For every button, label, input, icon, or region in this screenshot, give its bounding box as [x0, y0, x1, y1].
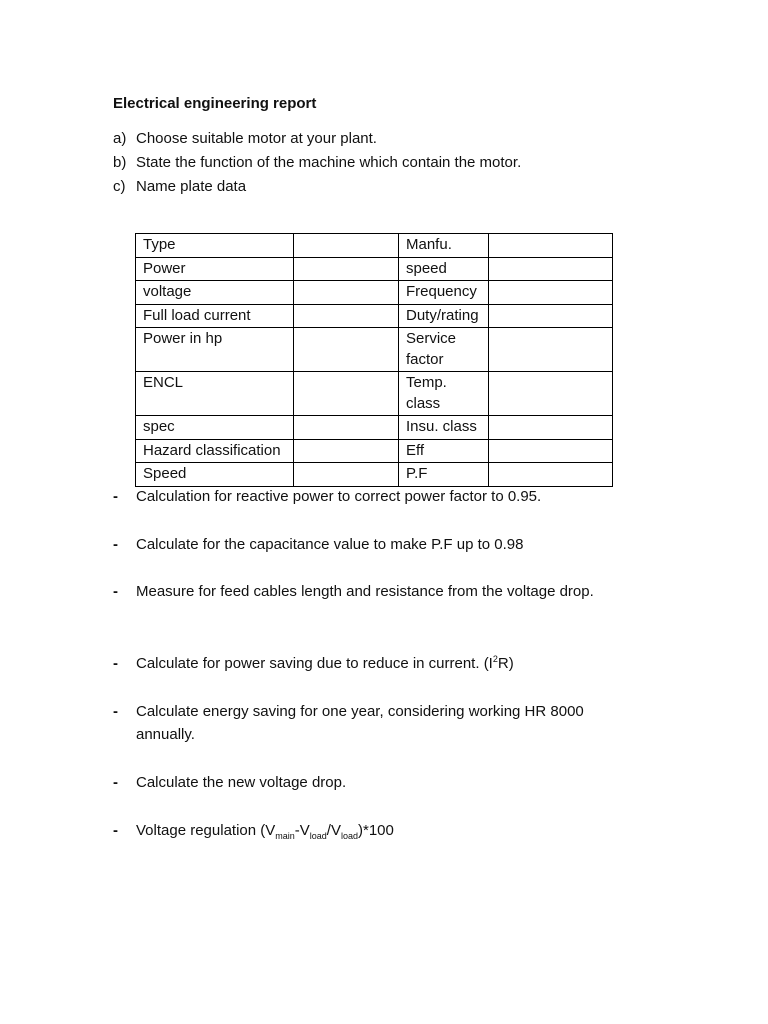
table-cell-value	[489, 372, 613, 416]
list-text: Name plate data	[136, 178, 247, 195]
list-marker: a)	[113, 130, 127, 147]
superscript: 2	[492, 654, 498, 664]
bullet-text: Calculate for the capacitance value to make P.F up to 0.98	[136, 536, 524, 553]
table-cell-value	[294, 439, 399, 463]
bullet-text-part: Voltage regulation (V	[136, 822, 276, 839]
table-row	[136, 372, 613, 416]
table-cell-label: Full load current	[136, 304, 294, 328]
table-cell-value	[294, 372, 399, 416]
table-cell-value	[489, 416, 613, 440]
table-cell-label: ENCL	[136, 372, 294, 416]
bullet-text-part: )*100	[358, 822, 394, 839]
table-cell-value	[294, 257, 399, 281]
table-cell-label: Power	[136, 257, 294, 281]
table-cell-value	[489, 304, 613, 328]
table-cell-label: speed	[399, 257, 489, 281]
bullet-power-saving	[113, 652, 673, 675]
table-cell-label: Hazard classification	[136, 439, 294, 463]
dash-marker: -	[113, 774, 118, 791]
table-row	[136, 257, 613, 281]
table-cell-label: Frequency	[399, 281, 489, 305]
name-plate-table	[135, 233, 613, 487]
list-text: Choose suitable motor at your plant.	[136, 130, 377, 147]
bullet-text: Calculate energy saving for one year, considering working HR 8000 annually.	[136, 703, 584, 743]
list-item-c	[113, 178, 246, 195]
bullet-text-part: -V	[294, 822, 310, 839]
table-cell-value	[294, 304, 399, 328]
table-cell-label: Eff	[399, 439, 489, 463]
table-cell-value	[489, 257, 613, 281]
bullet-text-part: R)	[497, 655, 514, 672]
list-marker: b)	[113, 154, 127, 171]
dash-marker: -	[113, 655, 118, 672]
table-row	[136, 416, 613, 440]
table-cell-value	[489, 328, 613, 372]
bullet-voltage-regulation	[113, 819, 673, 842]
bullet-text: Measure for feed cables length and resistance from the voltage drop.	[136, 583, 594, 600]
table-cell-label: spec	[136, 416, 294, 440]
dash-marker: -	[113, 536, 118, 553]
list-item-b	[113, 154, 521, 171]
table-row	[136, 234, 613, 258]
table-cell-value	[294, 416, 399, 440]
bullet-reactive-power	[113, 485, 673, 508]
bullet-text	[136, 819, 673, 842]
table-cell-value	[489, 463, 613, 487]
dash-marker: -	[113, 583, 118, 600]
list-text: State the function of the machine which contain the motor.	[136, 154, 522, 171]
bullet-text	[136, 652, 673, 675]
table-cell-value	[294, 281, 399, 305]
bullet-energy-saving	[113, 700, 673, 746]
dash-marker: -	[113, 822, 118, 839]
table-cell-label: voltage	[136, 281, 294, 305]
table-row	[136, 463, 613, 487]
bullet-text: Calculation for reactive power to correct power factor to 0.95.	[136, 488, 542, 505]
bullet-text-part: Calculate for power saving due to reduce in current. (I	[136, 655, 493, 672]
table-cell-value	[294, 234, 399, 258]
table-cell-label: Service factor	[399, 328, 489, 372]
table-cell-label: Power in hp	[136, 328, 294, 372]
table-row	[136, 328, 613, 372]
table-cell-value	[489, 439, 613, 463]
list-item-a	[113, 130, 377, 147]
table-row	[136, 281, 613, 305]
subscript: main	[275, 831, 295, 841]
table-cell-label: P.F	[399, 463, 489, 487]
list-marker: c)	[113, 178, 126, 195]
table-cell-value	[294, 463, 399, 487]
subscript: load	[340, 831, 358, 841]
table-cell-label: Manfu.	[399, 234, 489, 258]
table-cell-value	[294, 328, 399, 372]
table-cell-label: Type	[136, 234, 294, 258]
bullet-text: Calculate the new voltage drop.	[136, 774, 347, 791]
report-title: Electrical engineering report	[113, 95, 317, 112]
table-row	[136, 304, 613, 328]
table-cell-label: Speed	[136, 463, 294, 487]
bullet-new-voltage-drop	[113, 771, 673, 794]
table-cell-value	[489, 234, 613, 258]
subscript: load	[309, 831, 327, 841]
table-row	[136, 439, 613, 463]
table-cell-label: Insu. class	[399, 416, 489, 440]
bullet-feed-cables	[113, 580, 673, 603]
dash-marker: -	[113, 703, 118, 720]
bullet-capacitance	[113, 533, 673, 556]
table-cell-label: Temp. class	[399, 372, 489, 416]
dash-marker: -	[113, 488, 118, 505]
table-cell-value	[489, 281, 613, 305]
table-cell-label: Duty/rating	[399, 304, 489, 328]
bullet-text-part: /V	[326, 822, 341, 839]
